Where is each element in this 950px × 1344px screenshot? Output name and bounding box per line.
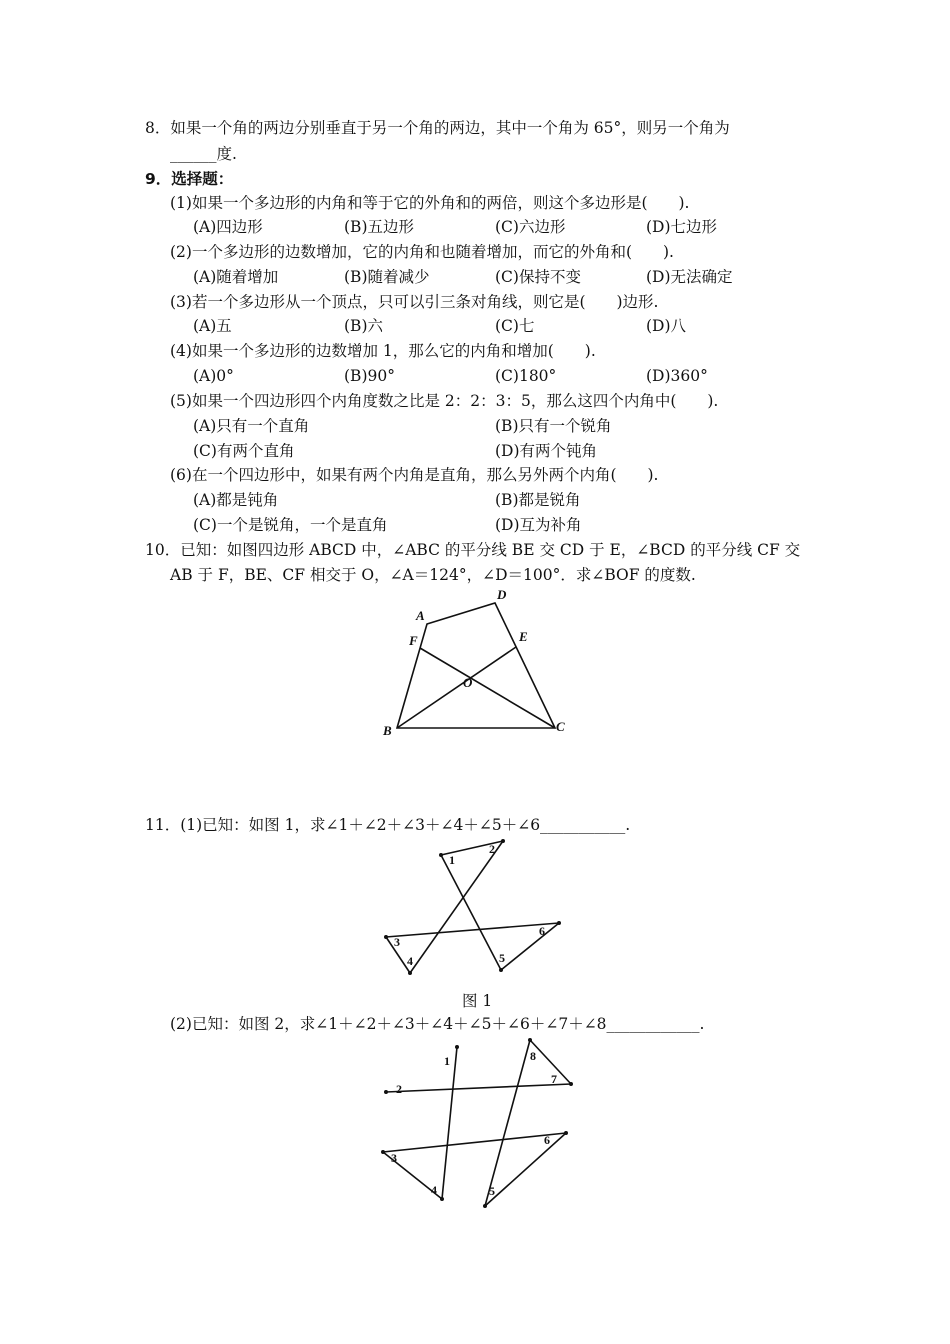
q9-3-option-c: (C)七 (495, 317, 535, 335)
label-e: E (519, 629, 528, 644)
q9-4-stem: (4)如果一个多边形的边数增加 1，那么它的内角和增加( ). (170, 342, 596, 360)
q9-heading: 9．选择题： (145, 170, 234, 188)
q9-2-option-d: (D)无法确定 (646, 268, 733, 286)
label-d: D (497, 587, 507, 602)
label-f: F (409, 633, 418, 648)
q9-1-option-a: (A)四边形 (193, 218, 263, 236)
q9-3-option-b: (B)六 (344, 317, 383, 335)
q9-3-option-d: (D)八 (646, 317, 687, 335)
fig1-angle-6: 6 (539, 924, 545, 938)
q8-line2: ______度. (170, 145, 237, 163)
q9-5-option-a: (A)只有一个直角 (193, 417, 310, 435)
q9-1-option-b: (B)五边形 (344, 218, 414, 236)
label-b: B (383, 723, 392, 738)
fig2-angle-5: 5 (489, 1184, 495, 1198)
q9-4-option-c: (C)180° (495, 367, 557, 385)
q9-1-option-d: (D)七边形 (646, 218, 718, 236)
fig2-angle-6: 6 (544, 1133, 550, 1147)
q9-2-option-c: (C)保持不变 (495, 268, 581, 286)
q9-1-stem: (1)如果一个多边形的内角和等于它的外角和的两倍，则这个多边形是( ). (170, 194, 690, 212)
q8-line1: 8．如果一个角的两边分别垂直于另一个角的两边，其中一个角为 65°，则另一个角为 (145, 119, 730, 137)
q11-part1: 11．(1)已知：如图 1，求∠1＋∠2＋∠3＋∠4＋∠5＋∠6___________. (145, 816, 631, 834)
q9-6-option-c: (C)一个是锐角，一个是直角 (193, 516, 388, 534)
q9-4-option-b: (B)90° (344, 367, 395, 385)
figure-2 (383, 1040, 571, 1206)
q9-3-option-a: (A)五 (193, 317, 232, 335)
fig1-angle-3: 3 (394, 935, 400, 949)
q9-6-option-a: (A)都是钝角 (193, 491, 279, 509)
fig2-angle-7: 7 (551, 1072, 557, 1086)
fig1-angle-4: 4 (407, 954, 413, 968)
fig2-angle-3: 3 (391, 1151, 397, 1165)
q9-5-stem: (5)如果一个四边形四个内角度数之比是 2：2：3：5，那么这四个内角中( ). (170, 392, 719, 410)
q9-5-option-d: (D)有两个钝角 (495, 442, 598, 460)
bisector-be (397, 647, 516, 728)
fig2-angle-1: 1 (444, 1054, 450, 1068)
q9-4-option-a: (A)0° (193, 367, 234, 385)
q9-2-option-b: (B)随着减少 (344, 268, 430, 286)
fig1-angle-5: 5 (499, 951, 505, 965)
q9-1-option-c: (C)六边形 (495, 218, 566, 236)
fig1-angle-1: 1 (449, 853, 455, 867)
q9-2-stem: (2)一个多边形的边数增加，它的内角和也随着增加，而它的外角和( ). (170, 243, 674, 261)
figure1-caption: 图 1 (462, 992, 493, 1010)
fig2-angle-4: 4 (431, 1183, 437, 1197)
q9-6-option-b: (B)都是锐角 (495, 491, 581, 509)
fig1-angle-2: 2 (489, 842, 495, 856)
q9-6-option-d: (D)互为补角 (495, 516, 582, 534)
bisector-cf (420, 648, 555, 728)
q9-6-stem: (6)在一个四边形中，如果有两个内角是直角，那么另外两个内角( ). (170, 466, 659, 484)
label-a: A (416, 608, 425, 623)
q10-line2: AB 于 F，BE、CF 相交于 O，∠A＝124°，∠D＝100°．求∠BOF 的度数. (170, 566, 696, 584)
q9-3-stem: (3)若一个多边形从一个顶点，只可以引三条对角线，则它是( )边形. (170, 293, 659, 311)
fig2-angle-8: 8 (530, 1049, 536, 1063)
q9-5-option-c: (C)有两个直角 (193, 442, 295, 460)
q9-5-option-b: (B)只有一个锐角 (495, 417, 612, 435)
q9-2-option-a: (A)随着增加 (193, 268, 279, 286)
fig2-angle-2: 2 (396, 1082, 402, 1096)
q9-4-option-d: (D)360° (646, 367, 708, 385)
q10-line1: 10．已知：如图四边形 ABCD 中，∠ABC 的平分线 BE 交 CD 于 E，∠BCD 的平分线 CF 交 (145, 541, 801, 559)
label-c: C (556, 719, 565, 734)
q11-part2: (2)已知：如图 2，求∠1＋∠2＋∠3＋∠4＋∠5＋∠6＋∠7＋∠8____________. (170, 1015, 705, 1033)
label-o: O (463, 675, 473, 690)
